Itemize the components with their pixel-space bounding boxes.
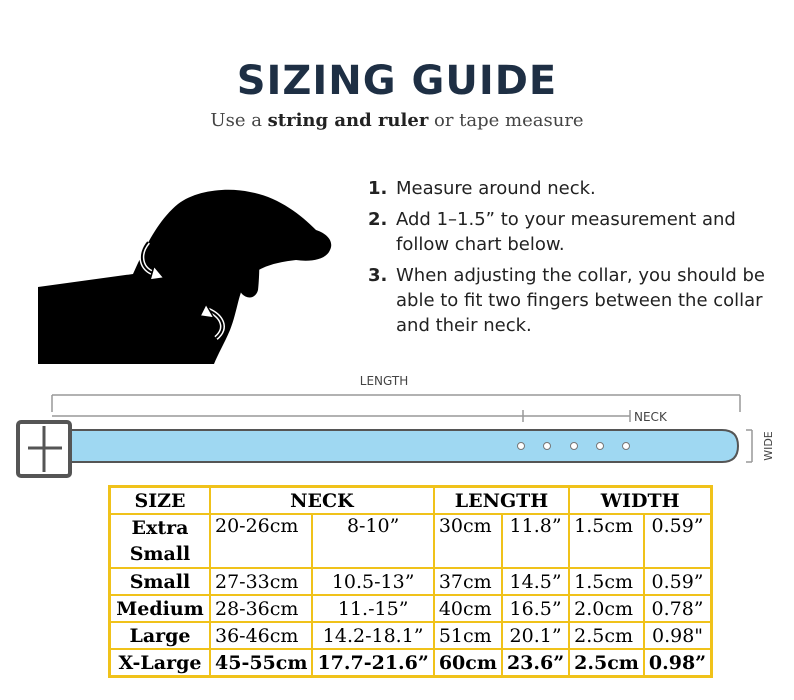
- length-in-cell: 23.6”: [502, 649, 569, 677]
- width-cm-cell: 2.5cm: [569, 622, 644, 649]
- length-cm-cell: 60cm: [434, 649, 502, 677]
- neck-in-cell: 17.7-21.6”: [312, 649, 433, 677]
- length-in-cell: 11.8”: [502, 514, 569, 568]
- length-cm-cell: 30cm: [434, 514, 502, 568]
- instruction-step: [368, 263, 788, 338]
- size-cell: Extra Small: [110, 514, 211, 568]
- length-in-cell: 14.5”: [502, 568, 569, 595]
- width-in-cell: 0.78”: [644, 595, 712, 622]
- instruction-step: [368, 176, 788, 201]
- width-cm-cell: 2.5cm: [569, 649, 644, 677]
- neck-in-cell: 14.2-18.1”: [312, 622, 433, 649]
- header-neck: NECK: [210, 487, 434, 515]
- neck-cm-cell: 28-36cm: [210, 595, 312, 622]
- instruction-step: [368, 207, 788, 257]
- step-text: When adjusting the collar, you should be able to fit two fingers between the collar and their neck.: [396, 265, 765, 336]
- size-cell: Medium: [110, 595, 211, 622]
- header-length: LENGTH: [434, 487, 569, 515]
- step-text: Add 1–1.5” to your measurement and follow chart below.: [396, 209, 736, 255]
- table-header-row: [110, 487, 712, 515]
- page-title: SIZING GUIDE: [236, 58, 558, 104]
- length-label: LENGTH: [359, 374, 409, 388]
- top-band: [0, 0, 794, 40]
- length-cm-cell: 40cm: [434, 595, 502, 622]
- table-row: [110, 649, 712, 677]
- table-row: [110, 622, 712, 649]
- subtitle-post: or tape measure: [428, 110, 584, 131]
- subtitle-bold: string and ruler: [267, 110, 429, 131]
- length-cm-cell: 37cm: [434, 568, 502, 595]
- subtitle-pre: Use a: [210, 110, 268, 131]
- buckle-icon: [18, 422, 70, 476]
- header-size: SIZE: [110, 487, 211, 515]
- size-cell: Large: [110, 622, 211, 649]
- width-in-cell: 0.59”: [644, 568, 712, 595]
- length-cm-cell: 51cm: [434, 622, 502, 649]
- instructions-list: [368, 176, 788, 344]
- page-subtitle: [0, 110, 794, 131]
- step-number: 3.: [368, 265, 388, 286]
- collar-strap: [70, 430, 738, 462]
- length-in-cell: 20.1”: [502, 622, 569, 649]
- width-cm-cell: 1.5cm: [569, 514, 644, 568]
- collar-diagram: [0, 370, 794, 480]
- neck-label: NECK: [634, 410, 667, 424]
- table-row: [110, 595, 712, 622]
- size-chart-table: [108, 485, 713, 678]
- width-in-cell: 0.98": [644, 622, 712, 649]
- width-cm-cell: 2.0cm: [569, 595, 644, 622]
- header-width: WIDTH: [569, 487, 711, 515]
- step-text: Measure around neck.: [396, 178, 596, 199]
- width-in-cell: 0.98”: [644, 649, 712, 677]
- step-number: 2.: [368, 209, 388, 230]
- wide-label: WIDE: [762, 431, 775, 461]
- dog-silhouette-image: [38, 182, 338, 367]
- size-cell: Small: [110, 568, 211, 595]
- neck-cm-cell: 20-26cm: [210, 514, 312, 568]
- neck-in-cell: 11.-15”: [312, 595, 433, 622]
- length-in-cell: 16.5”: [502, 595, 569, 622]
- table-row: [110, 514, 712, 568]
- neck-in-cell: 10.5-13”: [312, 568, 433, 595]
- table-row: [110, 568, 712, 595]
- width-in-cell: 0.59”: [644, 514, 712, 568]
- step-number: 1.: [368, 178, 388, 199]
- neck-in-cell: 8-10”: [312, 514, 433, 568]
- neck-cm-cell: 27-33cm: [210, 568, 312, 595]
- neck-cm-cell: 45-55cm: [210, 649, 312, 677]
- neck-cm-cell: 36-46cm: [210, 622, 312, 649]
- width-cm-cell: 1.5cm: [569, 568, 644, 595]
- size-cell: X-Large: [110, 649, 211, 677]
